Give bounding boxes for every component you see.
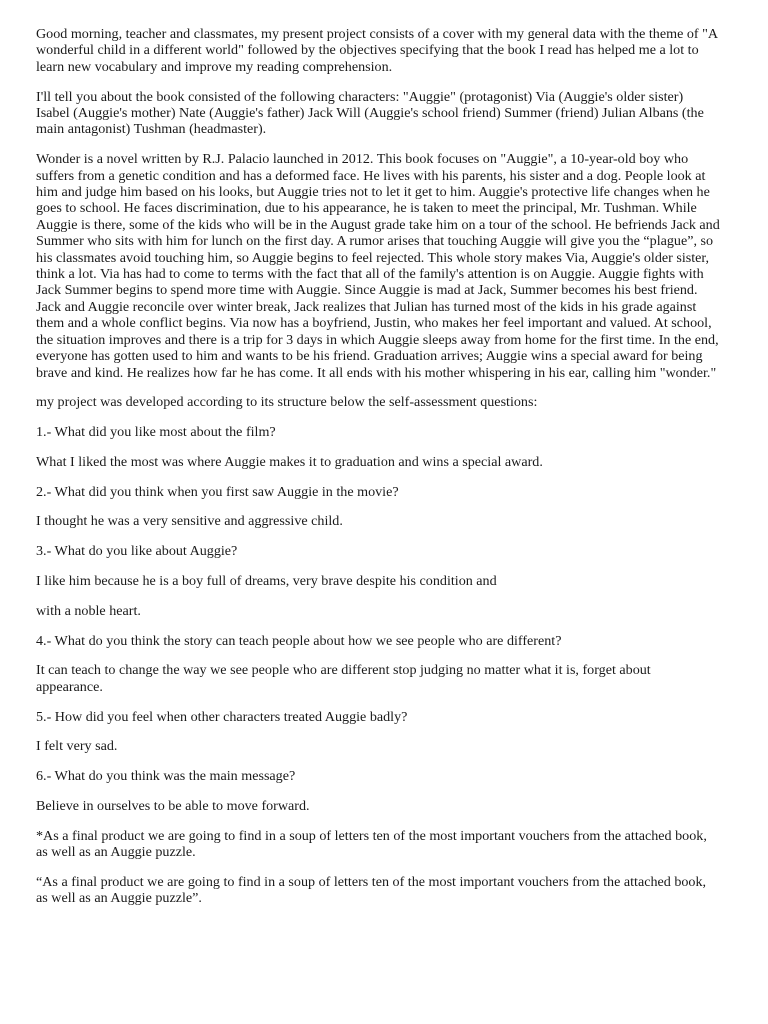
question-4: 4.- What do you think the story can teach people about how we see people who are different?: [36, 632, 562, 649]
final-product-quote: “As a final product we are going to find in a soup of letters ten of the most important vouchers from the attached book, as well as an Auggie puzzle”.: [36, 874, 707, 907]
answer-4: It can teach to change the way we see people who are different stop judging no matter what it is, forget about appearance.: [36, 662, 651, 695]
answer-2: I thought he was a very sensitive and aggressive child.: [36, 513, 343, 530]
question-3: 3.- What do you like about Auggie?: [36, 543, 238, 560]
characters-paragraph: I'll tell you about the book consisted of the following characters: "Auggie" (protagonist) Via (Auggie's older sister) Isabel (Auggie's mother) Nate (Auggie's father) Jack Will (Auggie's school friend) Summer (friend) Julian Albans (the main antagonist) Tushman (headmaster).: [36, 88, 704, 138]
question-5: 5.- How did you feel when other characters treated Auggie badly?: [36, 708, 408, 725]
question-2: 2.- What did you think when you first saw Auggie in the movie?: [36, 483, 399, 500]
question-6: 6.- What do you think was the main message?: [36, 768, 296, 785]
final-product-note: *As a final product we are going to find in a soup of letters ten of the most important vouchers from the attached book, as well as an Auggie puzzle.: [36, 827, 707, 861]
answer-3-line-1: I like him because he is a boy full of dreams, very brave despite his condition and: [36, 573, 497, 590]
answer-5: I felt very sad.: [36, 738, 118, 755]
answer-6: Believe in ourselves to be able to move forward.: [36, 798, 310, 815]
answer-1: What I liked the most was where Auggie makes it to graduation and wins a special award.: [36, 453, 543, 470]
structure-intro: my project was developed according to its structure below the self-assessment questions:: [36, 394, 538, 411]
summary-paragraph: Wonder is a novel written by R.J. Palacio launched in 2012. This book focuses on "Auggie", a 10-year-old boy who suffers from a genetic condition and has a deformed face. He lives with his parents, his sister and a dog. People look at him and judge him based on his looks, but Auggie tries not to let it get to him. Auggie's protective life changes when he goes to school. He faces discrimination, due to his appearance, he is taken to meet the principal, Mr. Tushman. While Auggie is there, some of the kids who will be in the August grade take him on a tour of the school. He befriends Jack and Summer who sits with him for lunch on the first day. A rumor arises that touching Auggie will give you the “plague”, so his classmates avoid touching him, so Auggie begins to feel rejected. This whole story makes Via, Auggie's older sister, think a lot. Via has had to come to terms with the fact that all of the family's attention is on Auggie. Auggie fights with Jack Summer begins to spend more time with Auggie. Since Auggie is mad at Jack, Summer becomes his best friend. Jack and Auggie reconcile over winter break, Jack realizes that Julian has turned most of the kids in his grade against them and a whole conflict begins. Via now has a boyfriend, Justin, who makes her feel important and valued. At school, the situation improves and there is a trip for 3 days in which Auggie sleeps away from home for the first time. In the end, everyone has gotten used to him and wants to be his friend. Graduation arrives; Auggie wins a special award for being brave and kind. He realizes how far he has come. It all ends with his mother whispering in his ear, calling him "wonder.": [36, 151, 720, 381]
question-1: 1.- What did you like most about the film?: [36, 424, 276, 441]
intro-paragraph: Good morning, teacher and classmates, my present project consists of a cover with my general data with the theme of "A wonderful child in a different world" followed by the objectives specifying that the book I read has helped me a lot to learn new vocabulary and improve my reading comprehension.: [36, 26, 718, 75]
answer-3-line-2: with a noble heart.: [36, 602, 141, 619]
